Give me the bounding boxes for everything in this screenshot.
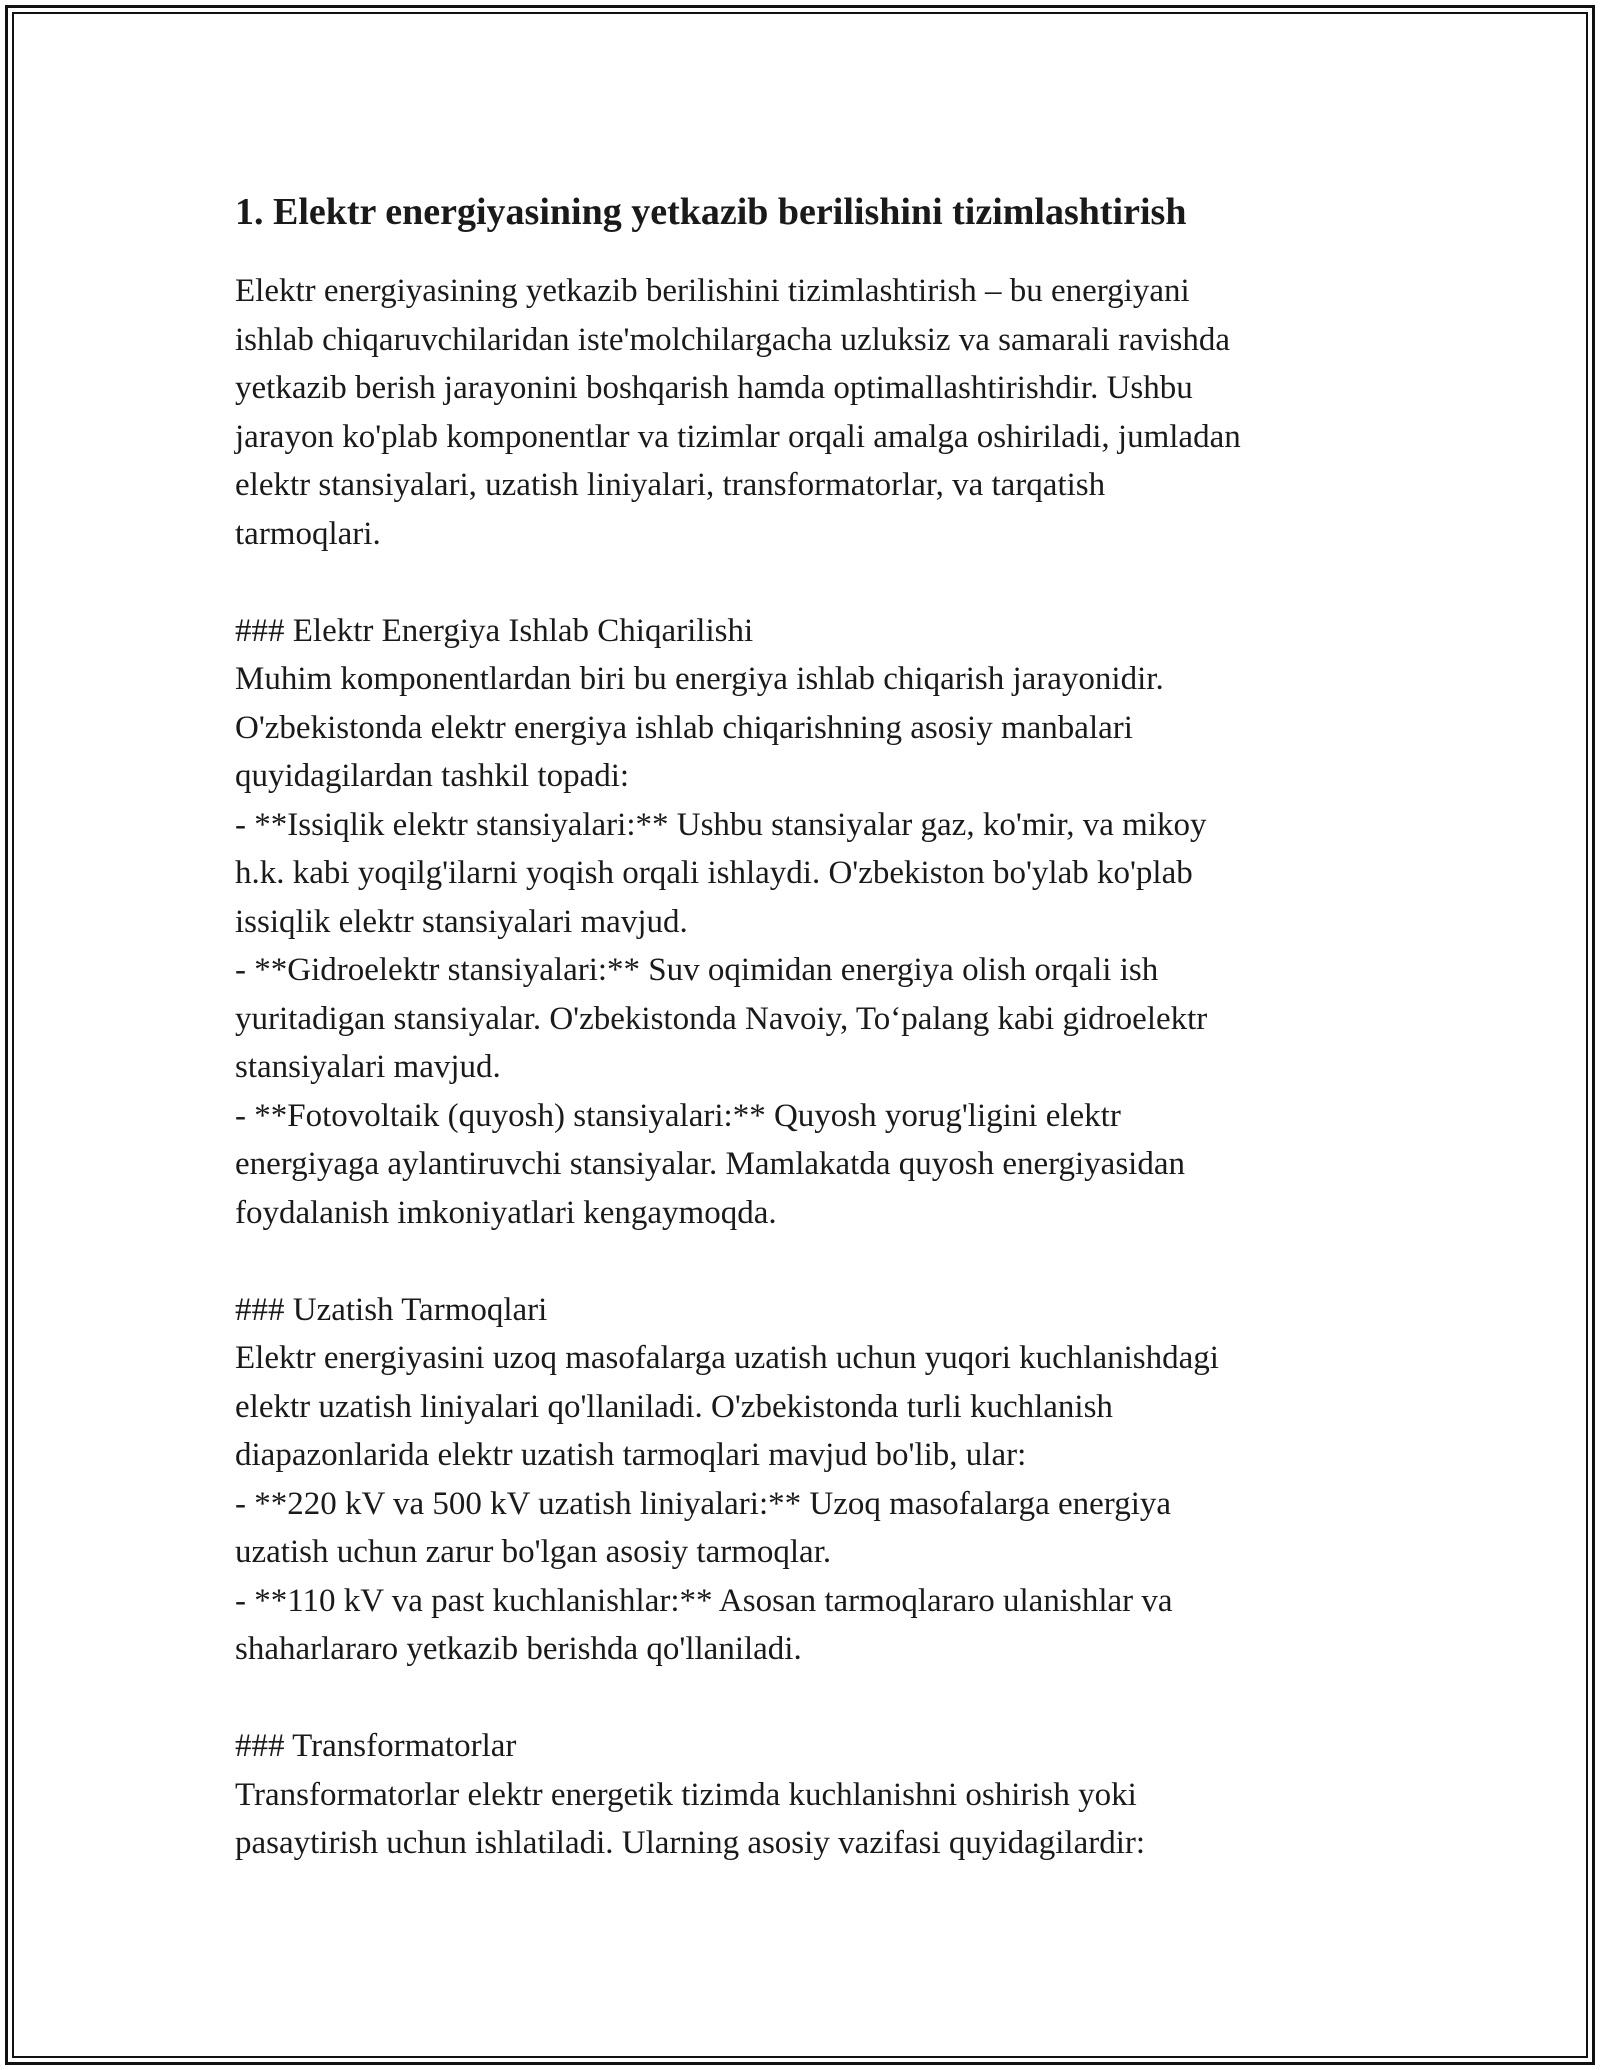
list-item-line: - **Issiqlik elektr stansiyalari:** Ushbu stansiyalar gaz, ko'mir, va mikoy bbox=[235, 806, 1207, 843]
list-item-line: - **220 kV va 500 kV uzatish liniyalari:** Uzoq masofalarga energiya bbox=[235, 1485, 1172, 1522]
intro-line: jarayon ko'plab komponentlar va tizimlar orqali amalga oshiriladi, jumladan bbox=[235, 418, 1241, 455]
list-item-line: h.k. kabi yoqilg'ilarni yoqish orqali ishlaydi. O'zbekiston bo'ylab ko'plab bbox=[235, 855, 1193, 891]
list-item-line: shaharlararo yetkazib berishda qo'llaniladi. bbox=[235, 1631, 802, 1667]
paragraph-gap bbox=[235, 1237, 1375, 1286]
section-line: O'zbekistonda elektr energiya ishlab chiqarishning asosiy manbalari bbox=[235, 709, 1133, 746]
intro-line: tarmoqlari. bbox=[235, 515, 381, 552]
section-transformers bbox=[235, 1722, 1375, 1868]
section-line: quyidagilardan tashkil topadi: bbox=[235, 758, 630, 794]
intro-line: elektr stansiyalari, uzatish liniyalari, transformatorlar, va tarqatish bbox=[235, 467, 1106, 503]
paragraph-gap bbox=[235, 558, 1375, 607]
section-heading: ### Uzatish Tarmoqlari bbox=[235, 1291, 548, 1328]
intro-paragraph bbox=[235, 267, 1375, 558]
list-item-line: - **110 kV va past kuchlanishlar:** Asosan tarmoqlararo ulanishlar va bbox=[235, 1582, 1173, 1619]
list-item-line: - **Gidroelektr stansiyalari:** Suv oqimidan energiya olish orqali ish bbox=[235, 952, 1159, 988]
list-item-line: uzatish uchun zarur bo'lgan asosiy tarmoqlar. bbox=[235, 1534, 832, 1570]
section-generation bbox=[235, 607, 1375, 1238]
document-title: 1. Elektr energiyasining yetkazib berilishini tizimlashtirish bbox=[235, 191, 1187, 233]
intro-line: yetkazib berish jarayonini boshqarish hamda optimallashtirishdir. Ushbu bbox=[235, 370, 1193, 406]
list-item-line: issiqlik elektr stansiyalari mavjud. bbox=[235, 903, 688, 940]
list-item-line: stansiyalari mavjud. bbox=[235, 1049, 501, 1085]
intro-line: Elektr energiyasining yetkazib berilishini tizimlashtirish – bu energiyani bbox=[235, 273, 1190, 309]
list-item-line: - **Fotovoltaik (quyosh) stansiyalari:** Quyosh yorug'ligini elektr bbox=[235, 1097, 1121, 1134]
section-line: Elektr energiyasini uzoq masofalarga uzatish uchun yuqori kuchlanishdagi bbox=[235, 1340, 1219, 1376]
section-transmission bbox=[235, 1286, 1375, 1674]
section-line: diapazonlarida elektr uzatish tarmoqlari mavjud bo'lib, ular: bbox=[235, 1437, 1027, 1473]
section-heading: ### Transformatorlar bbox=[235, 1728, 517, 1764]
paragraph-gap bbox=[235, 1674, 1375, 1723]
list-item-line: energiyaga aylantiruvchi stansiyalar. Mamlakatda quyosh energiyasidan bbox=[235, 1146, 1185, 1182]
list-item-line: yuritadigan stansiyalar. O'zbekistonda Navoiy, To‘palang kabi gidroelektr bbox=[235, 1000, 1208, 1037]
list-item-line: foydalanish imkoniyatlari kengaymoqda. bbox=[235, 1194, 777, 1231]
section-line: Muhim komponentlardan biri bu energiya ishlab chiqarish jarayonidir. bbox=[235, 661, 1164, 697]
section-line: pasaytirish uchun ishlatiladi. Ularning asosiy vazifasi quyidagilardir: bbox=[235, 1825, 1146, 1861]
section-line: elektr uzatish liniyalari qo'llaniladi. O'zbekistonda turli kuchlanish bbox=[235, 1388, 1113, 1425]
document-body bbox=[235, 184, 1375, 1868]
section-heading: ### Elektr Energiya Ishlab Chiqarilishi bbox=[235, 612, 754, 649]
section-line: Transformatorlar elektr energetik tizimda kuchlanishni oshirish yoki bbox=[235, 1776, 1137, 1813]
intro-line: ishlab chiqaruvchilaridan iste'molchilargacha uzluksiz va samarali ravishda bbox=[235, 321, 1230, 358]
